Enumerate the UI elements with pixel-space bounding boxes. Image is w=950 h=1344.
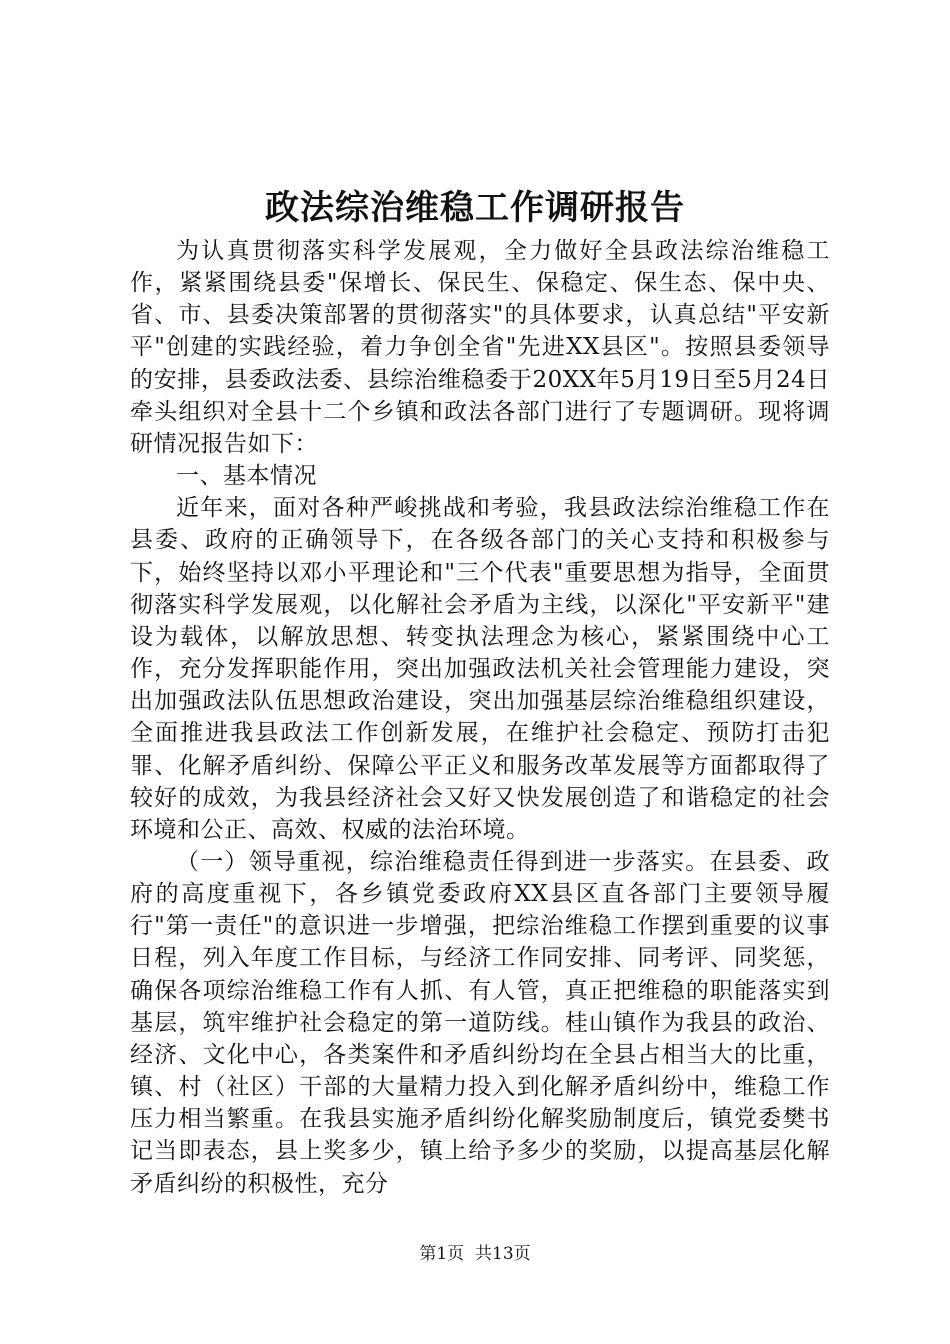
paragraph-leadership: （一）领导重视，综治维稳责任得到进一步落实。在县委、政府的高度重视下，各乡镇党委政府XX县区直各部门主要领导履行"第一责任"的意识进一步增强，把综治维稳工作摆到重要的议事日程，列入年度工作目标，与经济工作同安排、同考评、同奖惩，确保各项综治维稳工作有人抓、有人管，真正把维稳的职能落实到基层，筑牢维护社会稳定的第一道防线。桂山镇作为我县的政治、经济、文化中心，各类案件和矛盾纠纷均在全县占相当大的比重，镇、村（社区）干部的大量精力投入到化解矛盾纠纷中，维稳工作压力相当繁重。在我县实施矛盾纠纷化解奖励制度后，镇党委樊书记当即表态，县上奖多少，镇上给予多少的奖励，以提高基层化解矛盾纠纷的积极性，充分 [130, 848, 830, 1197]
footer-spacer [464, 1244, 475, 1264]
page-total: 共13页 [475, 1244, 531, 1264]
section-heading-basic-situation: 一、基本情况 [176, 463, 317, 490]
document-title: 政法综治维稳工作调研报告 [265, 188, 685, 228]
paragraph-intro: 为认真贯彻落实科学发展观，全力做好全县政法综治维稳工作，紧紧围绕县委"保增长、保民生、保稳定、保生态、保中央、省、市、县委决策部署的贯彻落实"的具体要求，认真总结"平安新平"创建的实践经验，着力争创全省"先进XX县区"。按照县委领导的安排，县委政法委、县综治维稳委于20XX年5月19日至5月24日牵头组织对全县十二个乡镇和政法各部门进行了专题调研。现将调研情况报告如下： [130, 238, 830, 457]
page-number: 第1页 [419, 1244, 465, 1264]
paragraph-overview: 近年来，面对各种严峻挑战和考验，我县政法综治维稳工作在县委、政府的正确领导下，在各级各部门的关心支持和积极参与下，始终坚持以邓小平理论和"三个代表"重要思想为指导，全面贯彻落实科学发展观，以化解社会矛盾为主线，以深化"平安新平"建设为载体，以解放思想、转变执法理念为核心，紧紧围绕中心工作，充分发挥职能作用，突出加强政法机关社会管理能力建设，突出加强政法队伍思想政治建设，突出加强基层综治维稳组织建设，全面推进我县政法工作创新发展，在维护社会稳定、预防打击犯罪、化解矛盾纠纷、保障公平正义和服务改革发展等方面都取得了较好的成效，为我县经济社会又好又快发展创造了和谐稳定的社会环境和公正、高效、权威的法治环境。 [130, 495, 830, 843]
page-footer [0, 1243, 950, 1265]
document-body [130, 235, 830, 1200]
